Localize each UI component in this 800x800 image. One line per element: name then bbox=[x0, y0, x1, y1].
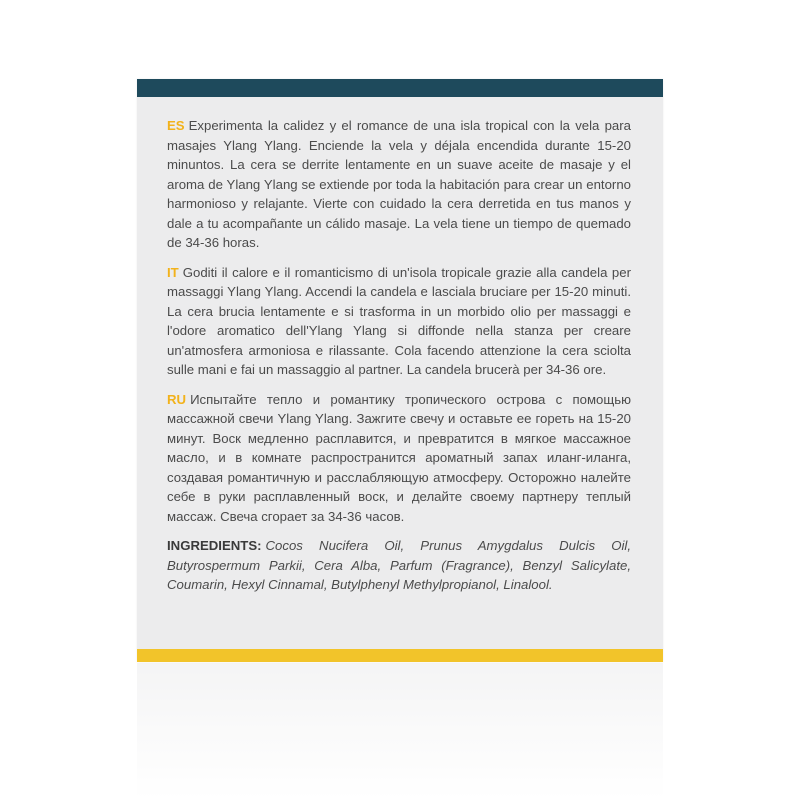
ingredients-label: INGREDIENTS: bbox=[167, 538, 262, 553]
lang-code-it: IT bbox=[167, 264, 179, 280]
paragraph-it bbox=[167, 263, 631, 380]
paragraph-text-it: Goditi il calore e il romanticismo di un'isola tropicale grazie alla candela per massaggi Ylang Ylang. Accendi la candela e lasciala bruciare per 15-20 minuti. La cera brucia lentamente e si trasforma in un morbido olio per massaggi e l'odore aromatico dell'Ylang Ylang si diffonde nella stanza per creare un'atmosfera armoniosa e rilassante. Cola facendo attenzione la cera sciolta sulle mani e fai un massaggio al partner. La candela brucerà per 34-36 ore. bbox=[167, 264, 631, 377]
paragraph-ru bbox=[167, 390, 631, 527]
label-text-content bbox=[167, 116, 631, 605]
bottom-color-band bbox=[137, 649, 663, 662]
paragraph-text-es: Experimenta la calidez y el romance de una isla tropical con la vela para masajes Ylang Ylang. Enciende la vela y déjala encendida durante 15-20 minuntos. La cera se derrite lentamente en un suave aceite de masaje y el aroma de Ylang Ylang se extiende por toda la habitación para crear un entorno harmonioso y relajante. Vierte con cuidado la cera derretida en tus manos y dale a tu acompañante un cálido masaje. La vela tiene un tiempo de quemado de 34-36 horas. bbox=[167, 118, 631, 250]
ingredients-list: Cocos Nucifera Oil, Prunus Amygdalus Dulcis Oil, Butyrospermum Parkii, Cera Alba, Parfum (Fragrance), Benzyl Salicylate, Coumarin, Hexyl Cinnamal, Butylphenyl Methylpropianol, Linalool. bbox=[167, 538, 631, 592]
product-label-panel bbox=[137, 79, 663, 662]
paragraph-text-ru: Испытайте тепло и романтику тропического острова с помощью массажной свечи Ylang Ylang. Зажгите свечу и оставьте ее гореть на 15-20 минут. Воск медленно расплавится, и превратится в мягкое массажное масло, и в комнате распространится ароматный запах иланг-иланга, создавая романтичную и расслабляющую атмосферу. Осторожно налейте себе в руки расплавленный воск, и делайте своему партнеру теплый массаж. Свеча сгорает за 34-36 часов. bbox=[167, 391, 631, 524]
paragraph-es bbox=[167, 116, 631, 253]
top-color-band bbox=[137, 79, 663, 97]
lang-code-ru: RU bbox=[167, 391, 187, 407]
panel-reflection bbox=[137, 663, 663, 800]
ingredients bbox=[167, 536, 631, 595]
lang-code-es: ES bbox=[167, 118, 185, 133]
